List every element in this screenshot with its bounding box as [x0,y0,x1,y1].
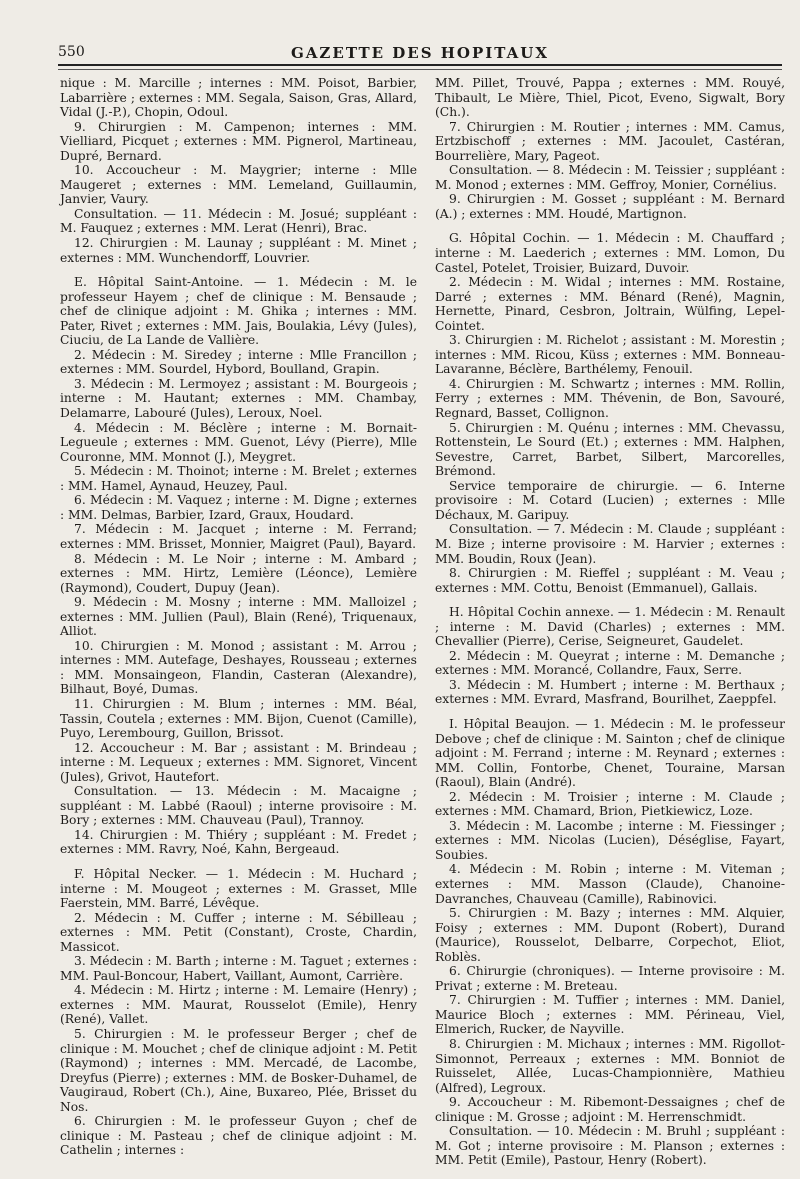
service-paragraph: 8. Chirurgien : M. Michaux ; internes : MM. Rigollot-Simonnot, Perreaux ; externes : MM. Bonniot de Ruisselet, Allée, Lucas-Championnière, Mathieu (Alfred), Legroux. [435,1037,785,1095]
service-paragraph: Consultation. — 7. Médecin : M. Claude ; suppléant : M. Bize ; interne provisoire : M. Harvier ; externes : MM. Boudin, Roux (Jean). [435,522,785,566]
service-paragraph: 7. Médecin : M. Jacquet ; interne : M. Ferrand; externes : MM. Brisset, Monnier, Maigret (Paul), Bayard. [60,522,417,551]
service-paragraph: 6. Médecin : M. Vaquez ; interne : M. Digne ; externes : MM. Delmas, Barbier, Izard, Graux, Houdard. [60,493,417,522]
journal-title: GAZETTE DES HOPITAUX [290,44,549,62]
service-paragraph: 4. Médecin : M. Béclère ; interne : M. Bornait-Legueule ; externes : MM. Guenot, Lévy (Pierre), Mlle Couronne, MM. Monnot (J.), Meygret. [60,420,417,464]
service-paragraph: 6. Chirurgie (chroniques). — Interne provisoire : M. Privat ; externe : M. Breteau. [435,964,785,993]
hospital-section-paragraph: G. Hôpital Cochin. — 1. Médecin : M. Chauffard ; interne : M. Laederich ; externes : MM. Lomon, Du Castel, Potelet, Troisier, Buizard, Duvoir. [435,231,785,275]
left-column [60,76,417,1158]
hospital-section-paragraph: F. Hôpital Necker. — 1. Médecin : M. Huchard ; interne : M. Mougeot ; externes : M. Grasset, Mlle Faerstein, MM. Barré, Lévêque. [60,866,417,911]
service-paragraph: 4. Chirurgien : M. Schwartz ; internes : MM. Rollin, Ferry ; externes : MM. Thévenin, de Bon, Savouré, Regnard, Basset, Collignon. [435,376,785,421]
service-paragraph: 3. Chirurgien : M. Richelot ; assistant : M. Morestin ; internes : MM. Ricou, Küss ; externes : MM. Bonneau-Lavaranne, Béclère, Barthélemy, Fenouil. [435,333,785,377]
service-paragraph: 9. Chirurgien : M. Gosset ; suppléant : M. Bernard (A.) ; externes : MM. Houdé, Martignon. [435,192,785,221]
service-paragraph: Consultation. — 8. Médecin : M. Teissier ; suppléant : M. Monod ; externes : MM. Geffroy, Monier, Cornélius. [435,163,785,192]
service-paragraph: 9. Chirurgien : M. Campenon; internes : MM. Vielliard, Picquet ; externes : MM. Pignerol, Martineau, Dupré, Bernard. [60,119,417,163]
service-paragraph: 3. Médecin : M. Humbert ; interne : M. Berthaux ; externes : MM. Evrard, Masfrand, Bourilhet, Zaeppfel. [435,677,785,707]
right-column [435,76,785,1168]
service-paragraph: 3. Médecin : M. Lacombe ; interne : M. Fiessinger ; externes : MM. Nicolas (Lucien), Déséglise, Fayart, Soubies. [435,818,785,862]
service-paragraph: 3. Médecin : M. Lermoyez ; assistant : M. Bourgeois ; interne : M. Hautant; externes : MM. Chambay, Delamarre, Labouré (Jules), Leroux, Noel. [60,376,417,421]
service-paragraph: Consultation. — 10. Médecin : M. Bruhl ; suppléant : M. Got ; interne provisoire : M. Planson ; externes : MM. Petit (Emile), Pastour, Henry (Robert). [435,1124,785,1168]
service-paragraph: 4. Médecin : M. Hirtz ; interne : M. Lemaire (Henry) ; externes : MM. Maurat, Rousselot (Emile), Henry (René), Vallet. [60,983,417,1027]
service-paragraph: 2. Médecin : M. Siredey ; interne : Mlle Francillon ; externes : MM. Sourdel, Hybord, Boulland, Grapin. [60,347,417,377]
service-paragraph: 2. Médecin : M. Queyrat ; interne : M. Demanche ; externes : MM. Morancé, Collandre, Faux, Serre. [435,648,785,678]
hospital-section-paragraph: E. Hôpital Saint-Antoine. — 1. Médecin : M. le professeur Hayem ; chef de clinique : M. Bensaude ; chef de clinique adjoint : M. Ghika ; internes : MM. Pater, Rivet ; externes : MM. Jais, Boulakia, Lévy (Jules), Ciuciu, de La Lande de Vallière. [60,275,417,348]
service-paragraph: 10. Accoucheur : M. Maygrier; interne : Mlle Maugeret ; externes : MM. Lemeland, Guillaumin, Janvier, Vaury. [60,163,417,207]
hospital-section-paragraph: I. Hôpital Beaujon. — 1. Médecin : M. le professeur Debove ; chef de clinique : M. Sainton ; chef de clinique adjoint : M. Ferrand ; interne : M. Reynard ; externes : MM. Collin, Fontorbe, Chenet, Touraine, Marsan (Raoul), Blain (André). [435,716,785,790]
service-paragraph: Consultation. — 13. Médecin : M. Macaigne ; suppléant : M. Labbé (Raoul) ; interne provisoire : M. Bory ; externes : MM. Chauveau (Paul), Trannoy. [60,784,417,828]
service-paragraph: 7. Chirurgien : M. Routier ; internes : MM. Camus, Ertzbischoff ; externes : MM. Jacoulet, Castéran, Bourrelière, Mary, Pageot. [435,119,785,163]
service-paragraph: 9. Accoucheur : M. Ribemont-Dessaignes ; chef de clinique : M. Grosse ; adjoint : M. Herrenschmidt. [435,1095,785,1124]
service-paragraph: 7. Chirurgien : M. Tuffier ; internes : MM. Daniel, Maurice Bloch ; externes : MM. Périneau, Viel, Elmerich, Rucker, de Nayville. [435,993,785,1037]
service-paragraph: 8. Médecin : M. Le Noir ; interne : M. Ambard ; externes : MM. Hirtz, Lemière (Léonce), Lemière (Raymond), Coudert, Dupuy (Jean). [60,551,417,595]
service-paragraph: 6. Chirurgien : M. le professeur Guyon ; chef de clinique : M. Pasteau ; chef de clinique adjoint : M. Cathelin ; internes : [60,1114,417,1158]
service-paragraph: 14. Chirurgien : M. Thiéry ; suppléant : M. Fredet ; externes : MM. Ravry, Noé, Kahn, Bergeaud. [60,827,417,857]
service-paragraph: 8. Chirurgien : M. Rieffel ; suppléant : M. Veau ; externes : MM. Cottu, Benoist (Emmanuel), Gallais. [435,566,785,595]
service-paragraph: 10. Chirurgien : M. Monod ; assistant : M. Arrou ; internes : MM. Autefage, Deshayes, Rousseau ; externes : MM. Monsaingeon, Flandin, Casteran (Alexandre), Bilhaut, Boyé, Dumas. [60,638,417,697]
service-paragraph: 12. Chirurgien : M. Launay ; suppléant : M. Minet ; externes : MM. Wunchendorff, Louvrier. [60,236,417,265]
hospital-section-paragraph: H. Hôpital Cochin annexe. — 1. Médecin : M. Renault ; interne : M. David (Charles) ; externes : MM. Chevallier (Pierre), Cerise, Seigneuret, Gaudelet. [435,605,785,649]
page-number: 550 [58,44,85,60]
service-paragraph: MM. Pillet, Trouvé, Pappa ; externes : MM. Rouyé, Thibault, Le Mière, Thiel, Picot, Eveno, Sigwalt, Bory (Ch.). [435,76,785,120]
service-paragraph: 9. Médecin : M. Mosny ; interne : MM. Malloizel ; externes : MM. Jullien (Paul), Blain (René), Triquenaux, Alliot. [60,595,417,639]
service-paragraph: 5. Chirurgien : M. Quénu ; internes : MM. Chevassu, Rottenstein, Le Sourd (Et.) ; externes : MM. Halphen, Sevestre, Carret, Barbet, Silbert, Marcorelles, Brémond. [435,420,785,479]
service-paragraph: 11. Chirurgien : M. Blum ; internes : MM. Béal, Tassin, Coutela ; externes : MM. Bijon, Cuenot (Camille), Puyo, Lerembourg, Guillon, Brissot. [60,696,417,741]
service-paragraph: 5. Chirurgien : M. Bazy ; internes : MM. Alquier, Foisy ; externes : MM. Dupont (Robert), Durand (Maurice), Rousselot, Delbarre, Corpechot, Eliot, Roblès. [435,906,785,964]
service-paragraph: 12. Accoucheur : M. Bar ; assistant : M. Brindeau ; interne : M. Lequeux ; externes : MM. Signoret, Vincent (Jules), Grivot, Hautefort. [60,740,417,784]
service-paragraph: Service temporaire de chirurgie. — 6. Interne provisoire : M. Cotard (Lucien) ; externes : Mlle Déchaux, M. Garipuy. [435,478,785,522]
service-paragraph: 5. Chirurgien : M. le professeur Berger ; chef de clinique : M. Mouchet ; chef de clinique adjoint : M. Petit (Raymond) ; internes : MM. Mercadé, de Lacombe, Dreyfus (Pierre) ; externes : MM. de Bosker-Duhamel, de Vaugiraud, Robert (Ch.), Aine, Buxareo, Plée, Brisset du Nos. [60,1027,417,1114]
header-rule-thin [58,69,782,70]
header-rule [58,64,782,66]
service-paragraph: nique : M. Marcille ; internes : MM. Poisot, Barbier, Labarrière ; externes : MM. Segala, Saison, Gras, Allard, Vidal (J.-P.), Chopin, Odoul. [60,76,417,120]
service-paragraph: 4. Médecin : M. Robin ; interne : M. Viteman ; externes : MM. Masson (Claude), Chanoine-Davranches, Chauveau (Camille), Rabinovici. [435,862,785,906]
service-paragraph: 5. Médecin : M. Thoinot; interne : M. Brelet ; externes : MM. Hamel, Aynaud, Heuzey, Paul. [60,464,417,493]
service-paragraph: Consultation. — 11. Médecin : M. Josué; suppléant : M. Fauquez ; externes : MM. Lerat (Henri), Brac. [60,206,417,236]
service-paragraph: 2. Médecin : M. Cuffer ; interne : M. Sébilleau ; externes : MM. Petit (Constant), Croste, Chardin, Massicot. [60,910,417,954]
service-paragraph: 2. Médecin : M. Widal ; internes : MM. Rostaine, Darré ; externes : MM. Bénard (René), Magnin, Hernette, Pinard, Cesbron, Joltrain, Wülfing, Lepel-Cointet. [435,275,785,333]
service-paragraph: 2. Médecin : M. Troisier ; interne : M. Claude ; externes : MM. Chamard, Brion, Pietkiewicz, Loze. [435,789,785,819]
page-header [58,38,782,64]
service-paragraph: 3. Médecin : M. Barth ; interne : M. Taguet ; externes : MM. Paul-Boncour, Habert, Vaillant, Aumont, Carrière. [60,954,417,983]
